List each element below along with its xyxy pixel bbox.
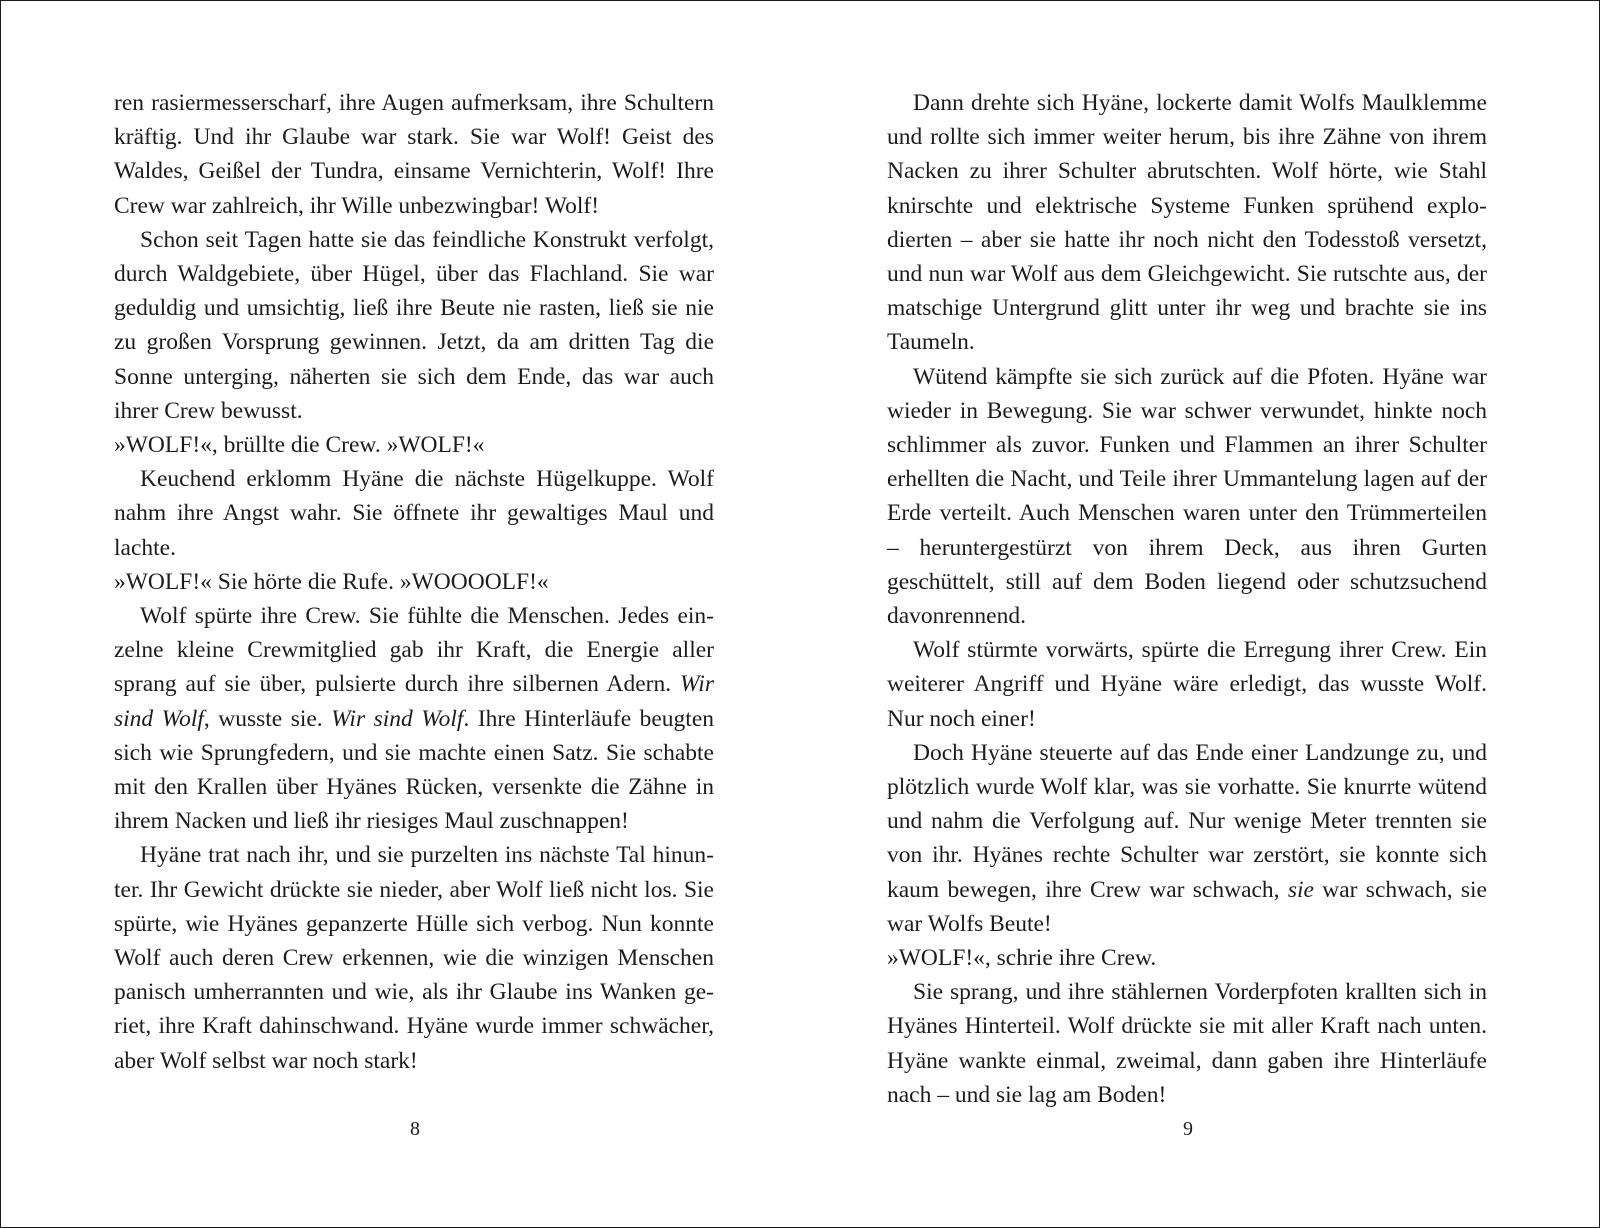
paragraph-dialogue: »WOLF!«, schrie ihre Crew. xyxy=(887,945,1157,972)
text-run: , wusste sie. xyxy=(203,705,332,732)
italic-text: Wir sind Wolf xyxy=(114,671,714,732)
italic-text: sie xyxy=(1287,876,1314,903)
paragraph: Schon seit Tagen hatte sie das feindliche Konstrukt verfolgt, durch Waldgebiete, über Hügel, über das Flachland. Sie war geduldig und umsichtig, ließ ihre Beute nie rasten, ließ sie nie zu großen Vorsprung gewinnen. Jetzt, da am dritten Tag die Sonne unterging, näherten sie sich dem Ende, das war auch ihrer Crew bewusst. xyxy=(114,226,714,424)
text-run: Wolf spürte ihre Crew. Sie fühlte die Menschen. Jedes einzelne kleine Crewmitglied gab ihr Kraft, die Energie aller sprang auf sie über, pulsierte durch ihre silbernen Adern. xyxy=(114,603,714,698)
paragraph: Wolf stürmte vorwärts, spürte die Erregung ihrer Crew. Ein weiterer Angriff und Hyäne wäre erledigt, das wusste Wolf. Nur noch einer! xyxy=(887,637,1487,732)
right-page-text xyxy=(887,86,1487,1112)
paragraph: Hyäne trat nach ihr, und sie purzelten ins nächste Tal hinunter. Ihr Gewicht drückte sie nieder, aber Wolf ließ nicht los. Sie spürte, wie Hyänes gepanzerte Hülle sich verbog. Nun konnte Wolf auch deren Crew erkennen, wie die winzigen Menschen panisch umherrannten und wie, als ihr Glaube ins Wanken geriet, ihre Kraft dahinschwand. Hyäne wurde immer schwächer, aber Wolf selbst war noch stark! xyxy=(114,842,714,1074)
paragraph-dialogue: »WOLF!«, brüllte die Crew. »WOLF!« xyxy=(114,432,485,459)
text-run: Doch Hyäne steuerte auf das Ende einer Landzunge zu, und plötzlich wurde Wolf klar, was sie vorhatte. Sie knurrte wütend und nahm die Verfolgung auf. Nur wenige Meter trennten sie von ihr. Hyänes rechte Schulter war zerstört, sie konnte sich kaum bewegen, ihre Crew war schwach, xyxy=(887,739,1487,903)
paragraph: Sie sprang, und ihre stählernen Vorderpfoten krallten sich in Hyänes Hinterteil. Wolf drückte sie mit aller Kraft nach unten. Hyäne wankte einmal, zweimal, dann gaben ihre Hinterläufe nach – und sie lag am Boden! xyxy=(887,979,1487,1108)
text-run: war schwach, sie war Wolfs Beute! xyxy=(887,876,1487,937)
left-page-text xyxy=(114,86,714,1078)
page-number-right: 9 xyxy=(1183,1118,1193,1140)
paragraph-dialogue: »WOLF!« Sie hörte die Rufe. »WOOOOLF!« xyxy=(114,568,549,595)
paragraph: ren rasiermesserscharf, ihre Augen aufmerksam, ihre Schultern kräftig. Und ihr Glaube war stark. Sie war Wolf! Geist des Waldes, Geißel der Tundra, einsame Vernichterin, Wolf! Ihre Crew war zahlreich, ihr Wille unbezwingbar! Wolf! xyxy=(114,90,714,219)
italic-text: Wir sind Wolf xyxy=(331,705,464,732)
paragraph xyxy=(887,736,1487,941)
paragraph: Dann drehte sich Hyäne, lockerte damit Wolfs Maulklemme und rollte sich immer weiter herum, bis ihre Zähne von ihrem Nacken zu ihrer Schulter abrutschten. Wolf hörte, wie Stahl knirschte und elektrische Systeme Funken sprühend explodierten – aber sie hatte ihr noch nicht den Todesstoß versetzt, und nun war Wolf aus dem Gleichgewicht. Sie rutschte aus, der matschige Untergrund glitt unter ihr weg und brachte sie ins Taumeln. xyxy=(887,90,1487,356)
paragraph xyxy=(114,599,714,838)
paragraph: Keuchend erklomm Hyäne die nächste Hügelkuppe. Wolf nahm ihre Angst wahr. Sie öffnete ihr gewaltiges Maul und lachte. xyxy=(114,466,714,561)
text-run: . Ihre Hinterläufe beugten sich wie Sprungfedern, und sie machte einen Satz. Sie schabte mit den Krallen über Hyänes Rücken, versenkte die Zähne in ihrem Nacken und ließ ihr riesiges Maul zuschnappen! xyxy=(114,705,714,835)
page-number-left: 8 xyxy=(410,1118,420,1140)
paragraph: Wütend kämpfte sie sich zurück auf die Pfoten. Hyäne war wieder in Bewegung. Sie war schwer verwundet, hinkte noch schlimmer als zuvor. Funken und Flammen an ihrer Schulter erhellten die Nacht, und Teile ihrer Ummantelung lagen auf der Erde verteilt. Auch Menschen waren unter den Trümmerteilen – heruntergestürzt von ihrem Deck, aus ihren Gurten geschüttelt, still auf dem Boden liegend oder schutzsuchend davonrennend. xyxy=(887,363,1487,630)
